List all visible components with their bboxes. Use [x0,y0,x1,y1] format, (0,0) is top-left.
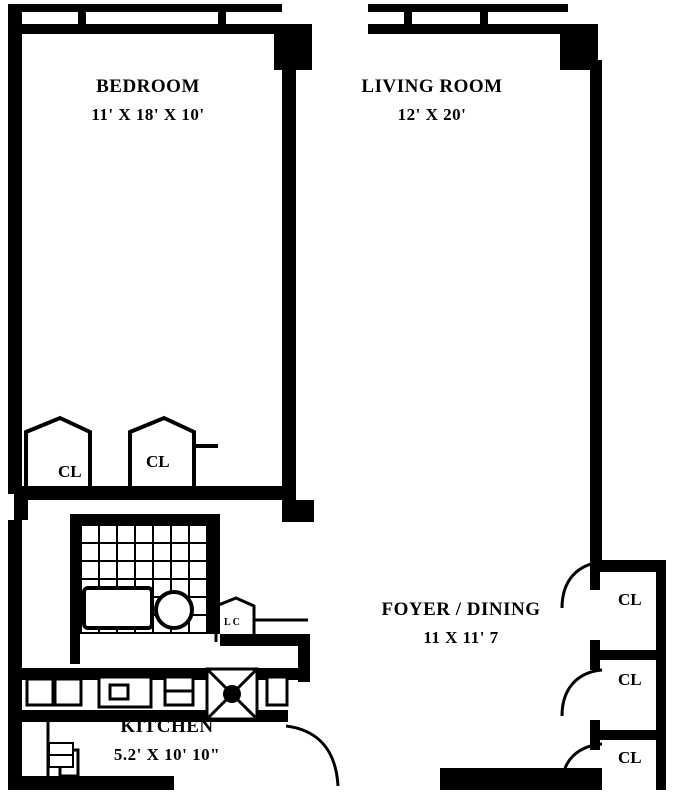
door-kitchen-entry [282,724,342,788]
window-mullion-bedroom-2 [218,4,226,34]
wall-foyer-closet-div1 [590,650,666,660]
window-mullion-living-1 [404,4,412,34]
wall-left-exterior [8,24,22,494]
kitchen-cabinet [266,676,288,706]
wall-living-right [590,60,602,560]
wall-foyer-closet-left-2 [590,640,600,670]
wall-foyer-closet-right [656,560,666,790]
closet-label-foyer-top: CL [618,590,642,609]
wall-top-living [368,4,568,12]
closet-label-bedroom-right: CL [146,452,170,471]
wall-left-exterior-lower [8,520,22,670]
wall-top-living-inner [368,24,568,34]
room-dims-bedroom: 11' X 18' X 10' [91,104,205,124]
closet-label-foyer-mid: CL [618,670,642,689]
door-bedroom-closet-left [22,416,94,494]
refrigerator [98,676,152,708]
wall-kitchen-upper [70,514,220,524]
bath-sink [152,588,196,632]
wall-top-bedroom-inner [8,24,282,34]
room-name-bedroom: BEDROOM [96,76,200,97]
room-label-kitchen [52,714,282,767]
wall-living-divider-foot [282,500,314,522]
door-bedroom-closet-right [126,416,222,494]
kitchen-sink [26,678,82,706]
wall-top-bedroom [8,4,282,12]
room-name-foyer: FOYER / DINING [381,599,541,620]
stove [206,668,258,720]
bathtub [82,586,154,630]
wall-bedroom-living-divider [282,24,296,514]
closet-label-bedroom-left: CL [58,462,82,481]
room-label-living [332,74,532,127]
room-name-living: LIVING ROOM [361,76,503,97]
closet-label-linen: L C [224,617,240,628]
room-label-bedroom [48,74,248,127]
door-foyer-closet-top [560,560,604,610]
room-dims-foyer: 11 X 11' 7 [423,627,499,647]
door-foyer-closet-mid [560,668,604,718]
wall-foyer-closet-div2 [590,730,666,740]
wall-kitchen-left [70,514,80,664]
room-dims-living: 12' X 20' [397,104,467,124]
counter-appliance [164,676,194,706]
window-mullion-bedroom-1 [78,4,86,34]
room-dims-kitchen: 5.2' X 10' 10" [113,744,221,764]
door-foyer-closet-bottom [560,742,604,788]
room-label-foyer [356,597,566,650]
room-name-kitchen: KITCHEN [120,716,214,737]
closet-label-foyer-bottom: CL [618,748,642,767]
window-mullion-living-2 [480,4,488,34]
wall-bottom-exterior [8,776,174,790]
